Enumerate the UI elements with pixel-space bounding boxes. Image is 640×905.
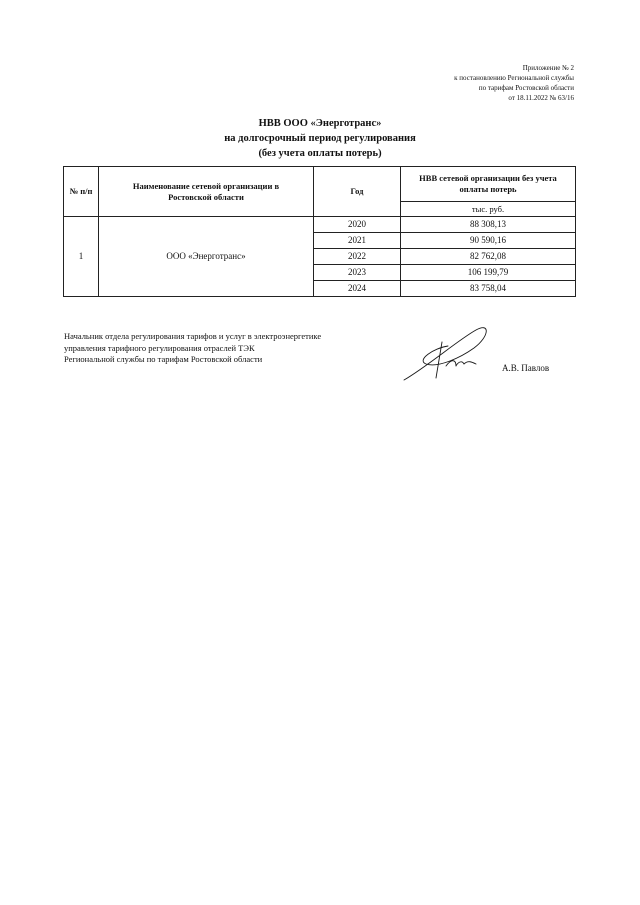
signatory-position [64, 331, 321, 366]
org-name: ООО «Энерготранс» [99, 217, 314, 297]
header-units: тыс. руб. [401, 202, 576, 217]
position-line: Региональной службы по тарифам Ростовской области [64, 354, 263, 364]
value-cell: 106 199,79 [401, 265, 576, 281]
year-cell: 2022 [314, 249, 401, 265]
header-num: № п/п [64, 167, 99, 217]
handwritten-signature [398, 318, 498, 384]
appendix-line: Приложение № 2 [522, 64, 574, 72]
header-nvv: НВВ сетевой организации без учета оплаты потерь [401, 167, 576, 202]
appendix-line: по тарифам Ростовской области [478, 84, 574, 92]
table-header-row [64, 167, 576, 202]
header-org: Наименование сетевой организации в Ростовской области [99, 167, 314, 217]
value-cell: 88 308,13 [401, 217, 576, 233]
title-line: НВВ ООО «Энерготранс» [258, 118, 382, 129]
table-row [64, 217, 576, 233]
signer-name: А.В. Павлов [502, 363, 550, 373]
year-cell: 2021 [314, 233, 401, 249]
row-number: 1 [64, 217, 99, 297]
value-cell: 82 762,08 [401, 249, 576, 265]
value-cell: 83 758,04 [401, 281, 576, 297]
title-line: на долгосрочный период регулирования [224, 133, 416, 144]
position-line: Начальник отдела регулирования тарифов и услуг в электроэнергетике [64, 331, 322, 341]
year-cell: 2024 [314, 281, 401, 297]
title-line: (без учета оплаты потерь) [258, 148, 382, 159]
position-line: управления тарифного регулирования отраслей ТЭК [64, 342, 255, 353]
appendix-line: от 18.11.2022 № 63/16 [508, 94, 574, 102]
header-year: Год [314, 167, 401, 217]
appendix-line: к постановлению Региональной службы [454, 74, 574, 82]
value-cell: 90 590,16 [401, 233, 576, 249]
document-title [0, 116, 640, 161]
nvv-table [63, 166, 576, 297]
appendix-header [324, 63, 574, 103]
year-cell: 2023 [314, 265, 401, 281]
year-cell: 2020 [314, 217, 401, 233]
